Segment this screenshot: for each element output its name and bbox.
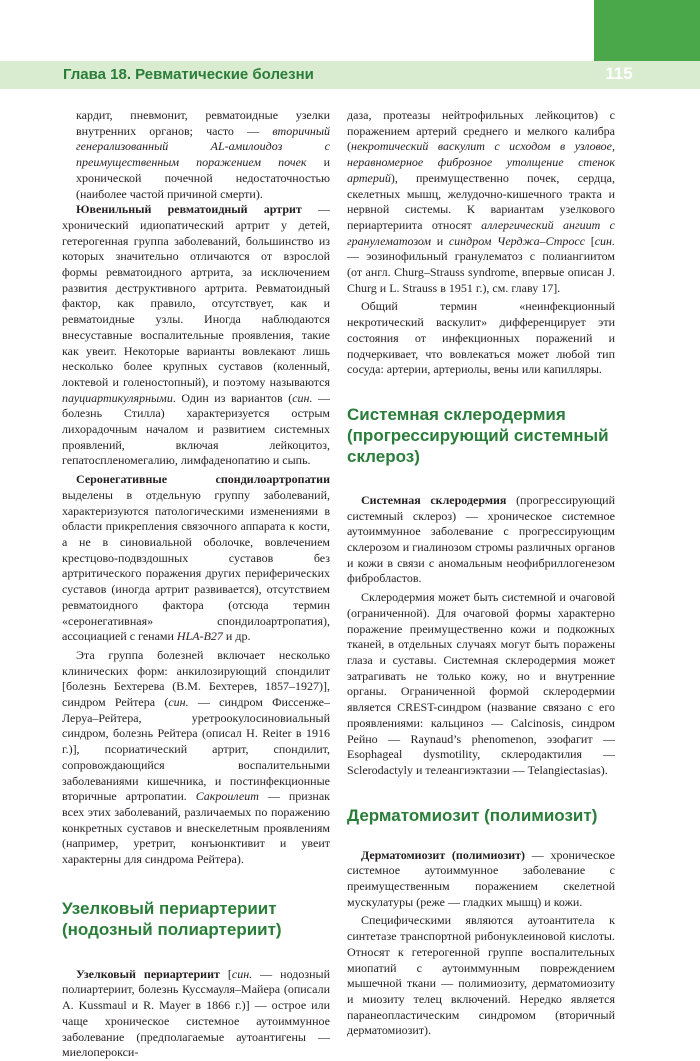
section-heading-scleroderma: Системная склеродермия (прогрессирующий системный склероз) — [347, 404, 609, 466]
paragraph-periarteritis-continuation: даза, протеазы нейтрофильных лейкоцитов) с поражением артерий среднего и мелкого калибра (некротический васкулит с исходом в узловое, неравномерное фиброзное утолщение стенок артерий), преимущественно почек, сердца, скелетных мышц, желудочно-кишечного тракта и нервной системы. К вариантам узелкового периартериита относят аллергический ангиит с гранулематозом и синдром Черджа–Стросс [син. — эозинофильный гранулематоз с полиангиитом (от англ. Churg–Strauss syndrome, впервые описан J. Churg и L. Strauss в 1951 г.), см. главу 17]. — [347, 108, 615, 295]
paragraph-periarteritis: Узелковый периартериит [син. — нодозный полиартериит, болезнь Куссмауля–Майера (описали A. Kussmaul и R. Mayer в 1866 г.)] — острое или чаще хроническое системное аутоиммунное заболевание (предполагаемые аутоантигены — миелоперокси- — [62, 966, 330, 1060]
paragraph-scleroderma-forms: Склеродермия может быть системной и очаговой (ограниченной). Для очаговой формы характерно поражение преимущественно кожи и подкожных тканей, в отдельных случаях могут быть поражены глаза и суставы. Системная склеродермия может затрагивать не только кожу, но и внутренние органы. Ограниченной формой склеродермии является CREST-синдром (название связано с его проявлениями: кальциноз — Calcinosis, синдром Рейно — Raynaud’s phenomenon, эзофагит — Esophageal dysmotility, склеродактилия — Sclerodactyly и телеангиэктазии — Telangiectasias). — [347, 590, 615, 777]
paragraph-scleroderma-definition: Системная склеродермия (прогрессирующий системный склероз) — хроническое системное аутоиммунное заболевание с прогрессирующим склерозом и гиалинозом стромы различных органов и кожи в связи с аномальным неофибриллогенезом фибробластов. — [347, 492, 615, 586]
term-periarteritis: Узелковый периартериит — [76, 966, 220, 981]
page-number: 115 — [605, 64, 633, 83]
right-column — [347, 108, 615, 1039]
running-header-title: Глава 18. Ревматические болезни — [63, 66, 314, 83]
paragraph-juvenile-ra: Ювенильный ревматоидный артрит — хронический идиопатический артрит у детей, гетерогенная группа заболеваний, большинство из которых значительно отличаются от взрослой формы ревматоидного артрита, за исключением развития деструктивного артрита. Ревматоидный фактор, как правило, отсутствует, как и ревматоидные узлы. Иногда наблюдаются внесуставные воспалительные проявления, такие как увеит. Некоторые варианты вовлекают лишь несколько более крупных суставов (коленный, локтевой и голеностопный), и поэтому называются пауциартикулярными. Один из вариантов (син. — болезнь Стилла) характеризуется острым лихорадочным началом и развитием системных проявлений, включая лейкоцитоз, гепатоспленомегалию, лимфаденопатию и сыпь. — [62, 202, 330, 468]
section-heading-periarteritis: Узелковый периартериит (нодозный полиартериит) — [62, 898, 282, 939]
term-dermatomyositis: Дерматомиозит (полимиозит) — [361, 847, 526, 862]
paragraph-nephro-continuation: кардит, пневмонит, ревматоидные узелки внутренних органов; часто — вторичный генерализованный AL-амилоидоз с преимущественным поражением почек и хронической почечной недостаточностью (наиболее частой причиной смерти). — [76, 108, 330, 201]
paragraph-dermatomyositis-antibodies: Специфическими являются аутоантитела к синтетазе транспортной рибонуклеиновой кислоты. Относят к гетерогенной группе воспалительных миопатий с аутоиммунным повреждением мышечной ткани — полимиозиту, дерматомиозиту и миозиту телец включений. Нередко является паранеопластическим синдромом (вторичный дерматомиозит). — [347, 913, 615, 1038]
paragraph-seronegative: Серонегативные спондилоартропатии выделены в отдельную группу заболеваний, характеризуются патологическими изменениями в области прикрепления связочного аппарата к кости, а не в синовиальной оболочке, вовлечением крестцово-подвздошных суставов без артритического поражения других периферических суставов (иногда артрит развивается), отсутствием ревматоидного фактора (отсюда термин «серонегативная» спондилоартропатия), ассоциацией с генами HLA-B27 и др. — [62, 472, 330, 644]
paragraph-dermatomyositis-definition: Дерматомиозит (полимиозит) — хроническое системное аутоиммунное заболевание с преимущественным поражением скелетной мускулатуры (реже — гладких мышц) и кожи. — [347, 847, 616, 909]
term-scleroderma: Системная склеродермия — [361, 492, 507, 507]
paragraph-vasculitis-term: Общий термин «неинфекционный некротический васкулит» дифференцирует эти состояния от инфекционных поражений и подчеркивает, что вовлекаться может любой тип сосуда: артерии, артериолы, вены или капилляры. — [347, 299, 615, 377]
term-juvenile-ra: Ювенильный ревматоидный артрит — [76, 202, 302, 217]
paragraph-clinical-forms: Эта группа болезней включает несколько клинических форм: анкилозирующий спондилит [болезнь Бехтерева (В.М. Бехтерев, 1857–1927)], синдром Рейтера (син. — синдром Фиссенже–Леруа–Рейтера, уретроокулосиновиальный синдром, болезнь Рейтера (описал H. Reiter в 1916 г.)], псориатический артрит, спондилит, сопровождающийся воспалительными заболеваниями кишечника, и постинфекционные вторичные артропатии. Сакроилеит — признак всех этих заболеваний, различаемых по поражению конкретных суставов и внескелетным проявлениям (например, уретрит, конъюнктивит и увеит характерны для синдрома Рейтера). — [62, 647, 330, 867]
left-column — [62, 108, 330, 1061]
section-heading-dermatomyositis: Дерматомиозит (полимиозит) — [347, 805, 598, 825]
term-seronegative: Серонегативные спондилоартропатии — [76, 472, 330, 487]
